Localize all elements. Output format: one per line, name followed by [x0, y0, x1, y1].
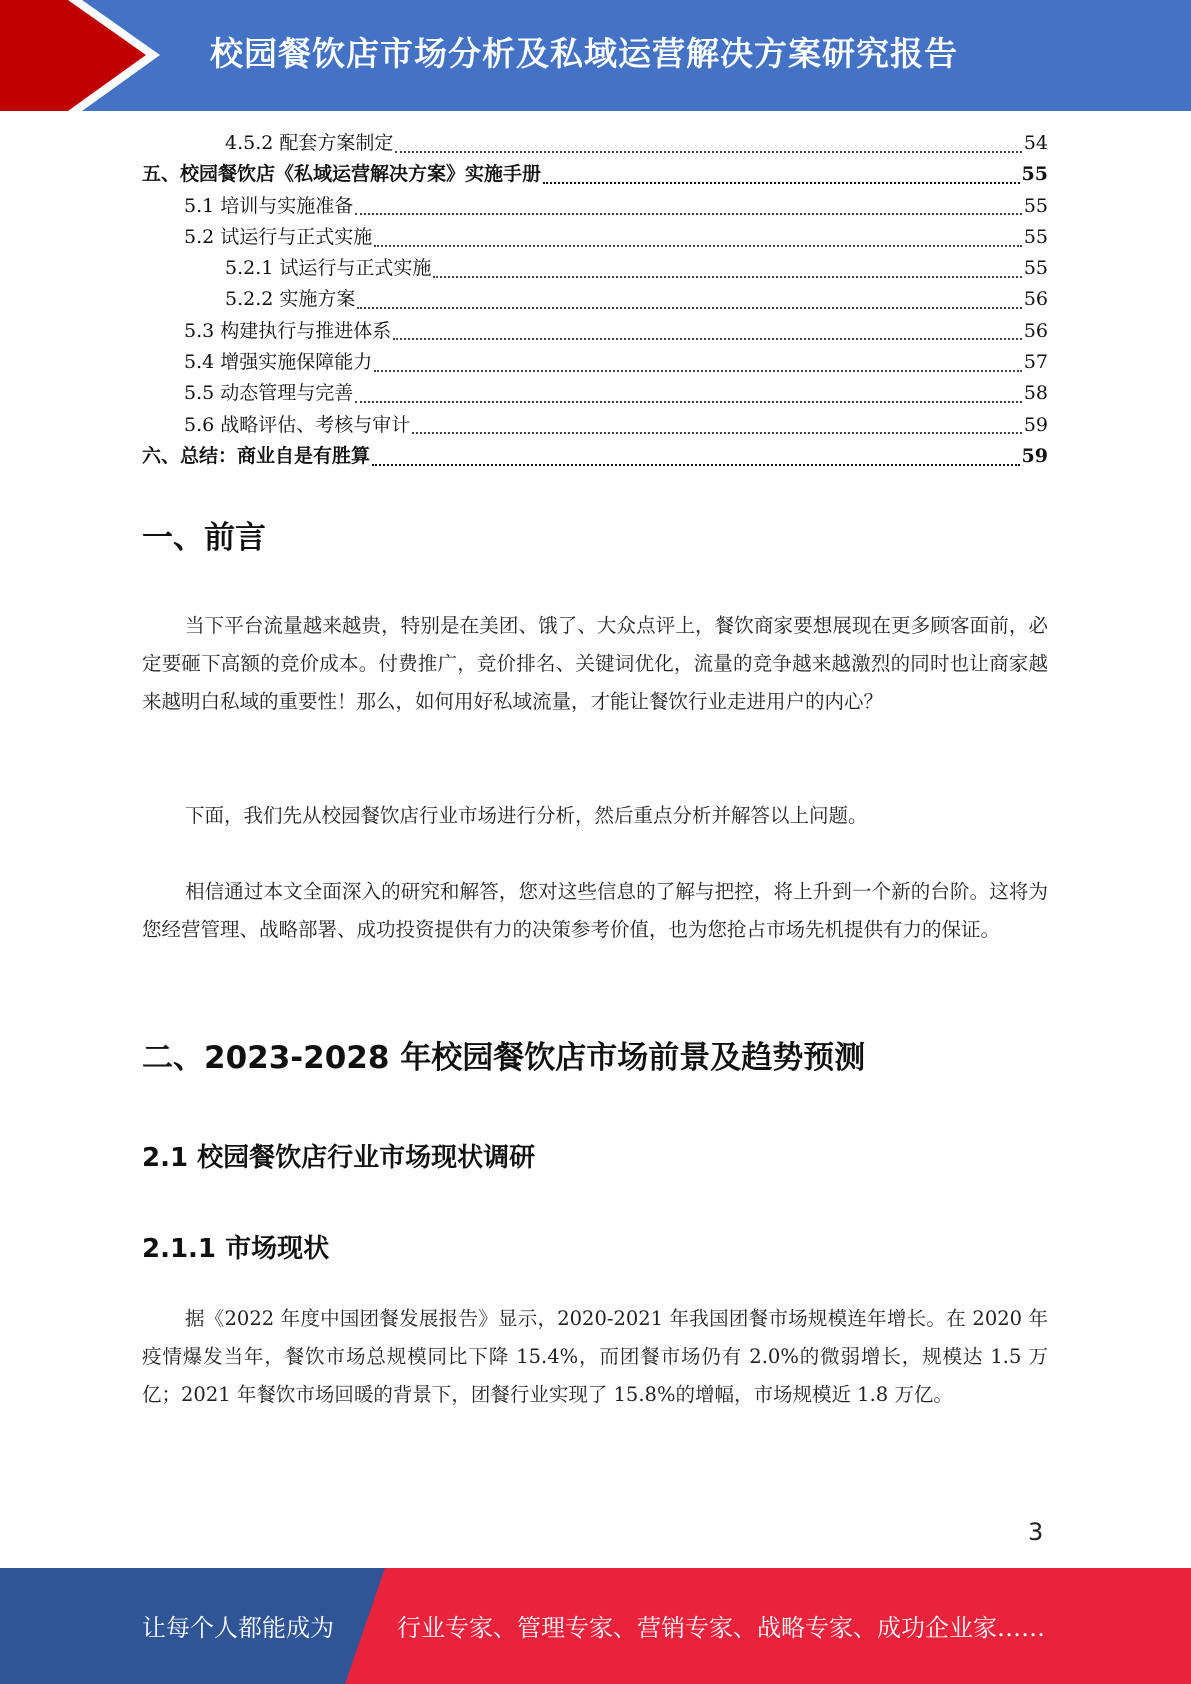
preface-paragraph-1: 当下平台流量越来越贵，特别是在美团、饿了、大众点评上，餐饮商家要想展现在更多顾客面前，必定要砸下高额的竞价成本。付费推广，竞价排名、关键词优化，流量的竞争越来越激烈的同时也让商家越来越明白私域的重要性！那么，如何用好私域流量，才能让餐饮行业走进用户的内心？ [142, 614, 1048, 713]
toc-entry-page: 54 [1023, 132, 1048, 154]
section-heading-preface: 一、前言 [142, 520, 266, 556]
footer-slogan-left: 让每个人都能成为 [142, 1614, 334, 1642]
toc-leader [412, 432, 1022, 434]
document-title: 校园餐饮店市场分析及私域运营解决方案研究报告 [210, 34, 958, 73]
toc-entry-page: 58 [1023, 382, 1048, 405]
toc-entry-title: 5.4 增强实施保障能力 [184, 351, 373, 374]
subsection-heading-2-1: 2.1 校园餐饮店行业市场现状调研 [142, 1143, 536, 1173]
preface-paragraph-2: 下面，我们先从校园餐饮店行业市场进行分析，然后重点分析并解答以上问题。 [185, 804, 868, 827]
toc-entry-page: 57 [1023, 351, 1048, 374]
toc-leader [374, 245, 1022, 247]
toc-leader [393, 338, 1022, 340]
toc-leader [355, 401, 1022, 403]
toc-entry[interactable] [142, 316, 1048, 347]
toc-entry-page: 55 [1023, 194, 1048, 217]
footer-slogan-right: 行业专家、管理专家、营销专家、战略专家、成功企业家…… [397, 1614, 1045, 1642]
toc-entry-title: 5.2.1 试运行与正式实施 [225, 257, 432, 280]
toc-entry-page: 55 [1023, 257, 1048, 280]
preface-paragraph-3: 相信通过本文全面深入的研究和解答，您对这些信息的了解与把控，将上升到一个新的台阶。这将为您经营管理、战略部署、成功投资提供有力的决策参考价值，也为您抢占市场先机提供有力的保证。 [142, 880, 1048, 941]
toc-entry[interactable] [142, 378, 1048, 409]
toc-entry[interactable] [142, 253, 1048, 284]
page-number: 3 [1028, 1518, 1044, 1546]
toc-leader [357, 307, 1021, 309]
toc-leader [372, 464, 1020, 466]
toc-entry-page: 56 [1023, 319, 1048, 342]
toc-leader [355, 213, 1022, 215]
toc-entry-title: 5.6 战略评估、考核与审计 [184, 413, 411, 436]
table-of-contents [142, 128, 1048, 472]
toc-entry-title: 5.5 动态管理与完善 [184, 382, 354, 405]
toc-entry-title: 六、总结：商业自是有胜算 [142, 444, 371, 467]
toc-entry[interactable] [142, 191, 1048, 222]
section-heading-market-outlook: 二、2023-2028 年校园餐饮店市场前景及趋势预测 [142, 1040, 866, 1076]
toc-entry-title: 5.3 构建执行与推进体系 [184, 319, 392, 342]
toc-entry-title: 5.1 培训与实施准备 [184, 194, 354, 217]
toc-entry-page: 59 [1021, 444, 1048, 467]
toc-entry[interactable] [142, 222, 1048, 253]
toc-entry[interactable] [142, 347, 1048, 378]
page-footer [0, 1568, 1191, 1684]
toc-leader [433, 276, 1021, 278]
market-status-paragraph: 据《2022 年度中国团餐发展报告》显示，2020-2021 年我国团餐市场规模连年增长。在 2020 年疫情爆发当年，餐饮市场总规模同比下降 15.4%，而团餐市场仍有 2.0%的微弱增长，规模达 1.5 万亿；2021 年餐饮市场回暖的背景下，团餐行业实现了 15.8%的增幅，市场规模近 1.8 万亿。 [142, 1307, 1048, 1406]
toc-leader [374, 370, 1022, 372]
toc-entry-title: 5.2 试运行与正式实施 [184, 225, 373, 248]
toc-entry[interactable] [142, 128, 1048, 159]
toc-entry[interactable] [142, 441, 1048, 472]
toc-entry-title: 5.2.2 实施方案 [225, 288, 356, 311]
toc-leader [543, 182, 1020, 184]
toc-entry-title: 4.5.2 配套方案制定 [225, 132, 394, 154]
page-header [0, 0, 1191, 111]
toc-entry-page: 55 [1021, 163, 1048, 186]
toc-leader [395, 151, 1021, 153]
toc-entry[interactable] [142, 284, 1048, 315]
toc-entry-page: 55 [1023, 225, 1048, 248]
toc-entry[interactable] [142, 159, 1048, 190]
toc-entry-title: 五、校园餐饮店《私域运营解决方案》实施手册 [142, 163, 542, 186]
toc-entry-page: 59 [1023, 413, 1048, 436]
toc-entry[interactable] [142, 410, 1048, 441]
subsection-heading-2-1-1: 2.1.1 市场现状 [142, 1234, 330, 1264]
toc-entry-page: 56 [1023, 288, 1048, 311]
